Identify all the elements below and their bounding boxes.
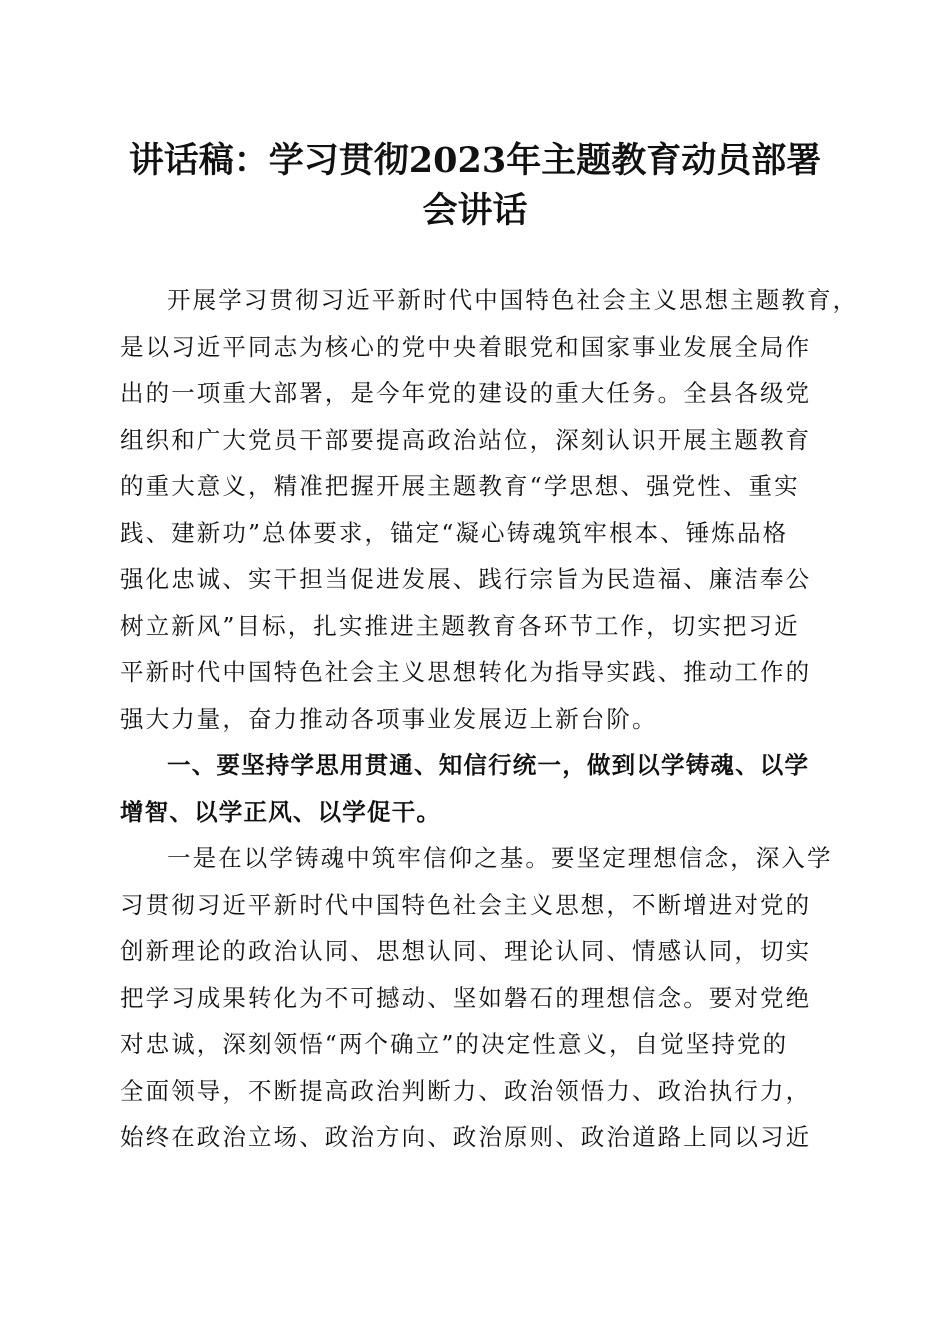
text-line: 平新时代中国特色社会主义思想转化为指导实践、推动工作的: [120, 658, 812, 686]
text-line: 创新理论的政治认同、思想认同、理论认同、情感认同，切实: [120, 937, 812, 965]
paragraph-section-1: [120, 835, 831, 1161]
text-line: 一是在以学铸魂中筑牢信仰之基。要坚定理想信念，深入学: [167, 844, 833, 872]
text-line: 强大力量，奋力推动各项事业发展迈上新台阶。: [120, 704, 658, 733]
text-line: 的重大意义，精准把握开展主题教育“学思想、强党性、重实: [120, 472, 800, 500]
text-line: 是以习近平同志为核心的党中央着眼党和国家事业发展全局作: [120, 332, 812, 361]
text-line: 践、建新功”总体要求，锚定“凝心铸魂筑牢根本、锤炼品格: [120, 518, 789, 547]
text-line: 对忠诚，深刻领悟“两个确立”的决定性意义，自觉坚持党的: [120, 1030, 789, 1058]
paragraph-intro: [120, 277, 859, 742]
text-line: 全面领导，不断提高政治判断力、政治领悟力、政治执行力，: [120, 1076, 812, 1105]
text-line: 始终在政治立场、政治方向、政治原则、政治道路上同以习近: [120, 1123, 812, 1151]
document-title-line-2: 会讲话: [422, 190, 528, 231]
text-line: 习贯彻习近平新时代中国特色社会主义思想，不断增进对党的: [120, 890, 812, 919]
document-title-line-1: 讲话稿：学习贯彻2023年主题教育动员部署: [128, 140, 822, 181]
text-line: 开展学习贯彻习近平新时代中国特色社会主义思想主题教育，: [167, 286, 859, 314]
document-body: [120, 277, 859, 1161]
heading-line: 增智、以学正风、以学促干。: [120, 797, 442, 826]
text-line: 出的一项重大部署，是今年党的建设的重大任务。全县各级党: [120, 379, 812, 407]
text-line: 强化忠诚、实干担当促进发展、践行宗旨为民造福、廉洁奉公: [120, 565, 812, 593]
heading-line: 一、要坚持学思用贯通、知信行统一，做到以学铸魂、以学: [167, 751, 810, 779]
section-heading-1: [120, 742, 831, 835]
text-line: 组织和广大党员干部要提高政治站位，深刻认识开展主题教育: [120, 425, 812, 454]
text-line: 把学习成果转化为不可撼动、坚如磐石的理想信念。要对党绝: [120, 983, 812, 1012]
text-line: 树立新风”目标，扎实推进主题教育各环节工作，切实把习近: [120, 611, 800, 640]
